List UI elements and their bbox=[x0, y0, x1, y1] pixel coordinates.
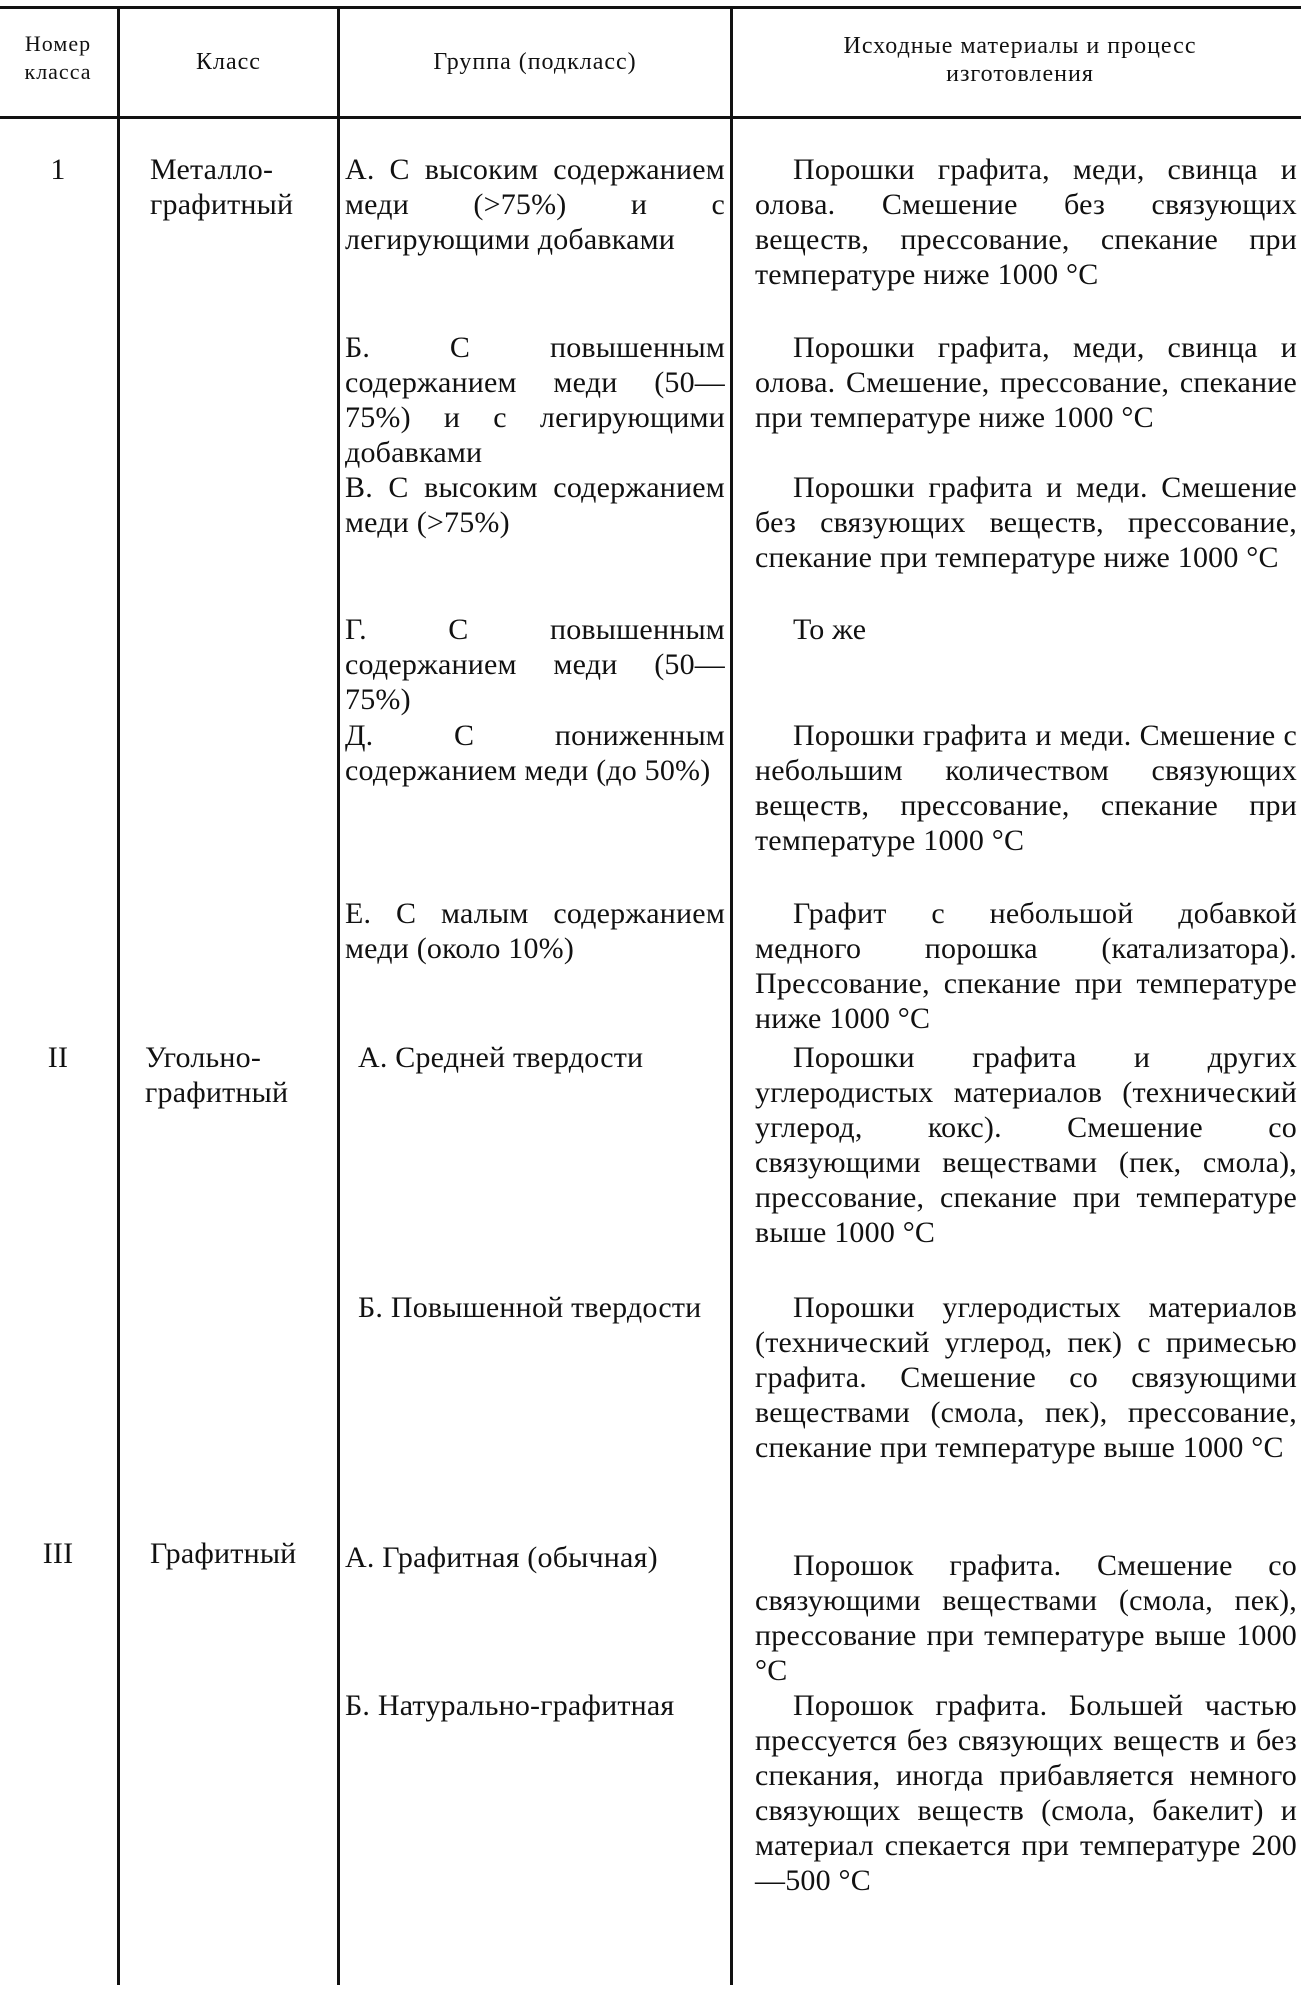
header-group: Группа (подкласс) bbox=[433, 49, 637, 75]
divider-3 bbox=[730, 8, 733, 1985]
group-cell: В. С высоким содержанием меди (>75%) bbox=[345, 471, 725, 539]
group-cell: Б. Натурально-графитная bbox=[345, 1689, 675, 1722]
materials-cell: Порошки графита, меди, свинца и олова. Смешение без связующих веществ, прессование, спекание при температуре ниже 1000 °С bbox=[755, 153, 1297, 291]
divider-2 bbox=[337, 8, 340, 1985]
class-name: Угольно-графитный bbox=[145, 1041, 289, 1109]
class-number: II bbox=[47, 1041, 69, 1074]
class-number: III bbox=[42, 1537, 74, 1570]
materials-cell: Порошки графита и других углеродистых материалов (технический углерод, кокс). Смешение со связующими веществами (пек, смола), прессование, спекание при температуре выше 1000 °С bbox=[755, 1041, 1297, 1249]
materials-cell: Порошки графита и меди. Смешение с небольшим количеством связующих веществ, прессование, спекание при температуре 1000 °С bbox=[755, 719, 1297, 857]
materials-cell: То же bbox=[793, 613, 867, 646]
class-name: Графитный bbox=[150, 1537, 297, 1570]
group-cell: А. Графитная (обычная) bbox=[345, 1541, 658, 1574]
class-number: 1 bbox=[50, 153, 66, 186]
group-cell: Г. С повышенным содержанием меди (50—75%) bbox=[345, 613, 725, 716]
materials-cell: Порошок графита. Большей частью прессуется без связующих веществ и без спекания, иногда прибавляется немного связующих веществ (смола, бакелит) и материал спекается при температуре 200—500 °С bbox=[755, 1689, 1297, 1897]
materials-cell: Порошки графита, меди, свинца и олова. Смешение, прессование, спекание при температуре ниже 1000 °С bbox=[755, 331, 1297, 434]
header-materials: Исходные материалы и процесс изготовления bbox=[843, 33, 1197, 87]
divider-1 bbox=[117, 8, 120, 1985]
group-cell: Б. С повышенным содержанием меди (50—75%) и с легирующими добавками bbox=[345, 331, 725, 469]
header-number: Номер класса bbox=[24, 31, 92, 84]
group-cell: Б. Повышенной твердости bbox=[358, 1291, 702, 1324]
header-class: Класс bbox=[196, 49, 261, 75]
header-rule bbox=[0, 116, 1301, 119]
group-cell: А. С высоким содержанием меди (>75%) и с легирующими добавками bbox=[345, 153, 725, 256]
group-cell: А. Средней твердости bbox=[358, 1041, 644, 1074]
materials-cell: Графит с небольшой добавкой медного порошка (катализатора). Прессование, спекание при температуре ниже 1000 °С bbox=[755, 897, 1297, 1035]
group-cell: Е. С малым содержанием меди (около 10%) bbox=[345, 897, 725, 965]
class-name: Металло-графитный bbox=[150, 153, 294, 221]
top-rule bbox=[0, 6, 1301, 9]
materials-cell: Порошки углеродистых материалов (технический углерод, пек) с примесью графита. Смешение со связующими веществами (смола, пек), прессование, спекание при температуре выше 1000 °С bbox=[755, 1291, 1297, 1464]
group-cell: Д. С пониженным содержанием меди (до 50%) bbox=[345, 719, 725, 787]
materials-cell: Порошок графита. Смешение со связующими веществами (смола, пек), прессование при температуре выше 1000 °С bbox=[755, 1549, 1297, 1687]
materials-cell: Порошки графита и меди. Смешение без связующих веществ, прессование, спекание при температуре ниже 1000 °С bbox=[755, 471, 1297, 574]
